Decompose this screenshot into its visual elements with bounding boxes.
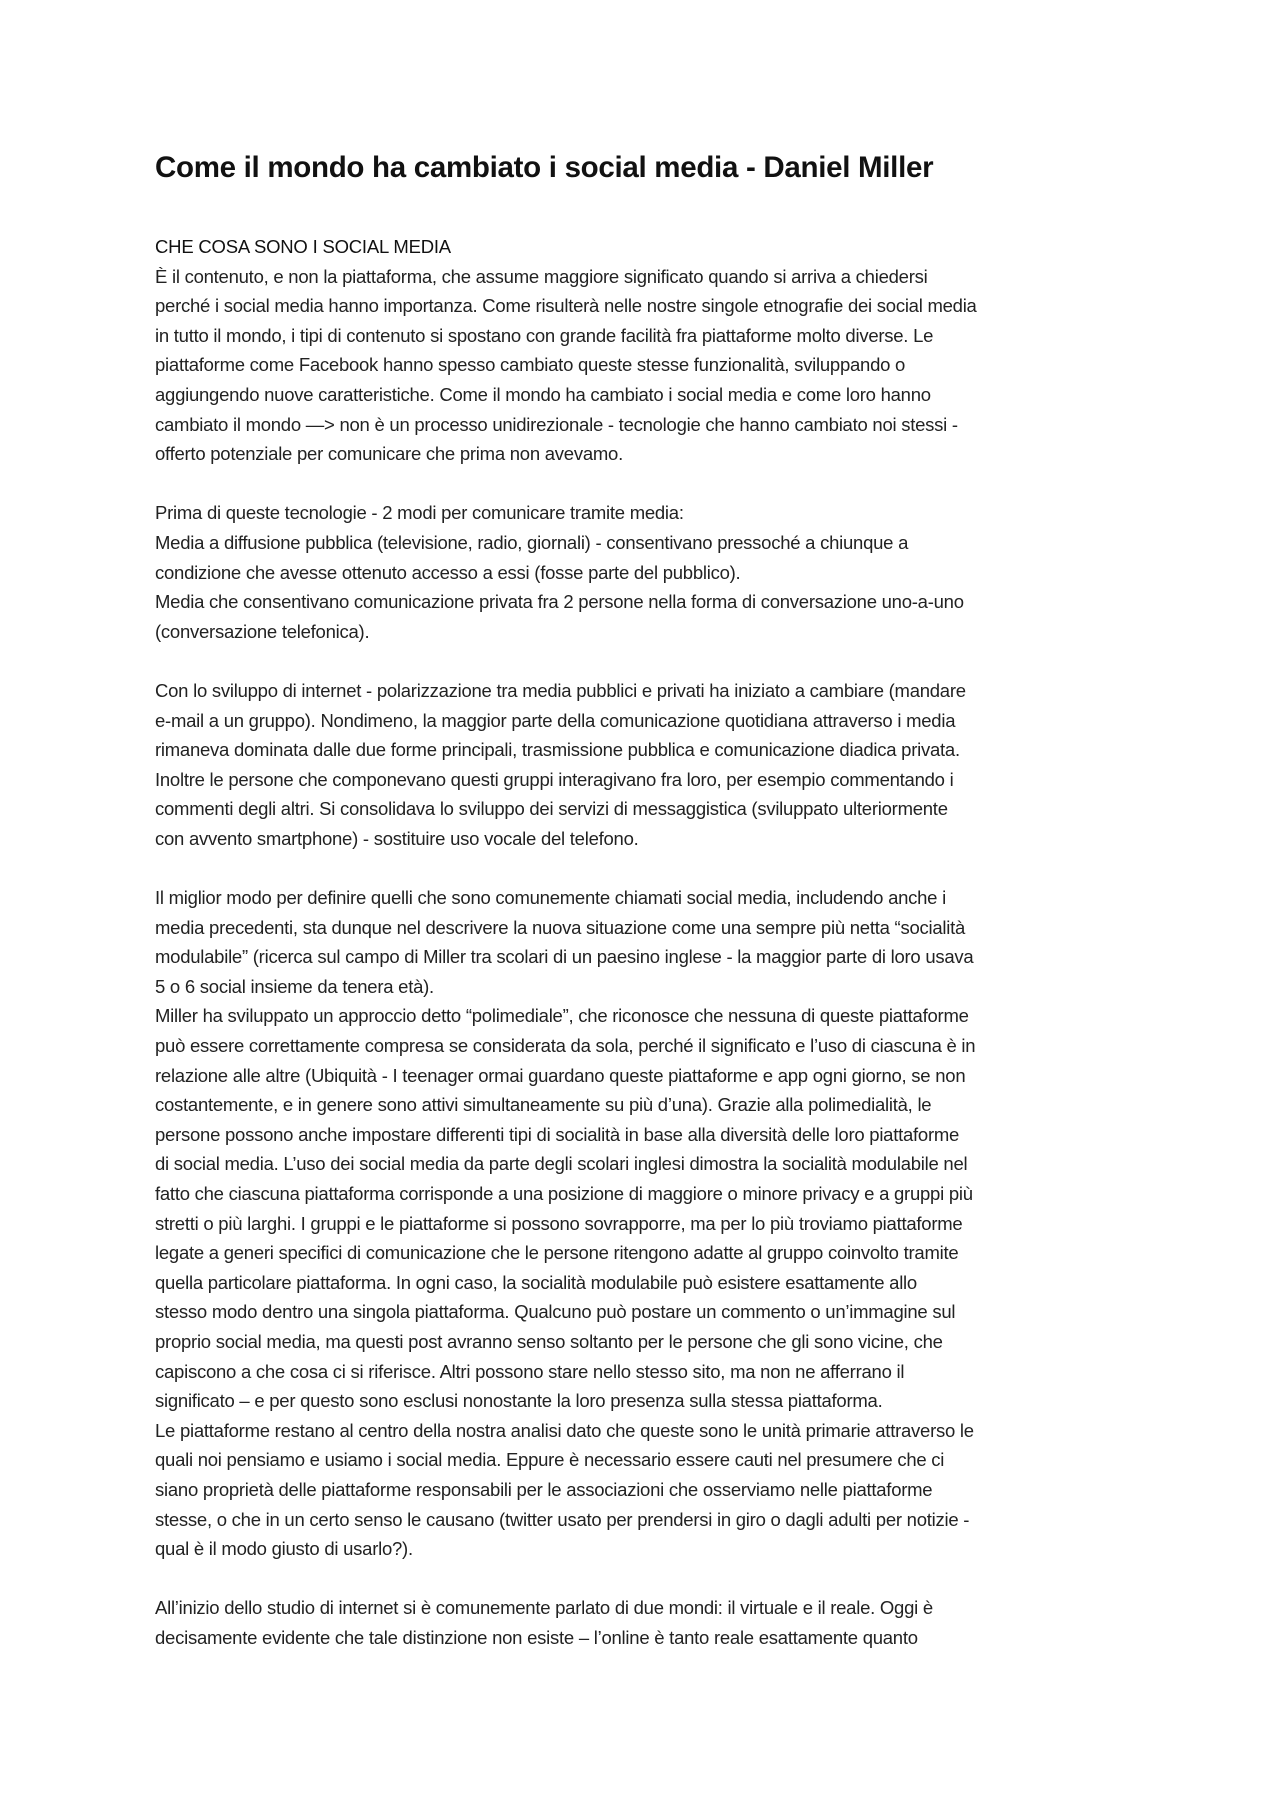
paragraph-line: piattaforme come Facebook hanno spesso cambiato queste stesse funzionalità, sviluppando o [155,354,906,376]
paragraph-line: perché i social media hanno importanza. Come risulterà nelle nostre singole etnografie dei social media [155,295,977,317]
paragraph-line: qual è il modo giusto di usarlo?). [155,1538,413,1560]
paragraph [155,498,1135,646]
paragraph [155,1593,1135,1652]
paragraph-line: costantemente, e in genere sono attivi simultaneamente su più d’una). Grazie alla polimedialità, le [155,1094,932,1116]
paragraph-line: È il contenuto, e non la piattaforma, che assume maggiore significato quando si arriva a chiedersi [155,265,928,287]
paragraph-line: Con lo sviluppo di internet - polarizzazione tra media pubblici e privati ha iniziato a cambiare (mandare [155,679,966,701]
paragraph-line: stesso modo dentro una singola piattaforma. Qualcuno può postare un commento o un’immagine sul [155,1301,956,1323]
paragraph-line: condizione che avesse ottenuto accesso a essi (fosse parte del pubblico). [155,561,741,583]
paragraph-line: Il miglior modo per definire quelli che sono comunemente chiamati social media, includendo anche i [155,887,946,909]
paragraph-line: media precedenti, sta dunque nel descrivere la nuova situazione come una sempre più netta “socialità [155,916,966,938]
paragraph-line: Inoltre le persone che componevano questi gruppi interagivano fra loro, per esempio commentando i [155,768,954,790]
paragraph-line: quali noi pensiamo e usiamo i social media. Eppure è necessario essere cauti nel presumere che ci [155,1449,945,1471]
paragraph-line: rimaneva dominata dalle due forme principali, trasmissione pubblica e comunicazione diadica privata. [155,739,960,761]
paragraph-line: di social media. L’uso dei social media da parte degli scolari inglesi dimostra la socialità modulabile nel [155,1153,968,1175]
document-body [155,262,1135,1653]
paragraph-line: stesse, o che in un certo senso le causano (twitter usato per prendersi in giro o dagli adulti per notizie - [155,1508,970,1530]
paragraph-line: All’inizio dello studio di internet si è comunemente parlato di due mondi: il virtuale e il reale. Oggi è [155,1597,933,1619]
paragraph-line: 5 o 6 social insieme da tenera età). [155,975,434,997]
paragraph-line: con avvento smartphone) - sostituire uso vocale del telefono. [155,827,639,849]
document-title: Come il mondo ha cambiato i social media - Daniel Miller [155,151,934,184]
paragraph-line: Le piattaforme restano al centro della nostra analisi dato che queste sono le unità primarie attraverso le [155,1419,974,1441]
paragraph-line: può essere correttamente compresa se considerata da sola, perché il significato e l’uso di ciascuna è in [155,1035,976,1057]
section-heading: CHE COSA SONO I SOCIAL MEDIA [155,236,451,257]
paragraph-line: modulabile” (ricerca sul campo di Miller tra scolari di un paesino inglese - la maggior parte di loro usava [155,946,974,968]
paragraph-line: commenti degli altri. Si consolidava lo sviluppo dei servizi di messaggistica (sviluppato ulteriormente [155,798,948,820]
paragraph-line: legate a generi specifici di comunicazione che le persone ritengono adatte al gruppo coinvolto tramite [155,1242,959,1264]
paragraph-line: Media che consentivano comunicazione privata fra 2 persone nella forma di conversazione uno-a-uno [155,591,964,613]
paragraph-line: e-mail a un gruppo). Nondimeno, la maggior parte della comunicazione quotidiana attraverso i media [155,709,956,731]
paragraph [155,883,1135,1564]
paragraph-line: stretti o più larghi. I gruppi e le piattaforme si possono sovrapporre, ma per lo più troviamo piattaforme [155,1212,963,1234]
paragraph-line: relazione alle altre (Ubiquità - I teenager ormai guardano queste piattaforme e app ogni giorno, se non [155,1064,966,1086]
paragraph-line: aggiungendo nuove caratteristiche. Come il mondo ha cambiato i social media e come loro hanno [155,383,931,405]
paragraph-line: significato – e per questo sono esclusi nonostante la loro presenza sulla stessa piattaforma. [155,1390,883,1412]
paragraph-line: capiscono a che cosa ci si riferisce. Altri possono stare nello stesso sito, ma non ne afferrano il [155,1360,905,1382]
paragraph-line: quella particolare piattaforma. In ogni caso, la socialità modulabile può esistere esattamente allo [155,1271,917,1293]
paragraph-line: (conversazione telefonica). [155,620,370,642]
paragraph-line: Prima di queste tecnologie - 2 modi per comunicare tramite media: [155,502,684,524]
paragraph-spacer [155,469,1135,499]
paragraph-line: fatto che ciascuna piattaforma corrisponde a una posizione di maggiore o minore privacy e a gruppi più [155,1183,973,1204]
document-page [155,150,1135,1653]
paragraph-line: decisamente evidente che tale distinzione non esiste – l’online è tanto reale esattamente quanto [155,1626,918,1648]
paragraph-line: Miller ha sviluppato un approccio detto “polimediale”, che riconosce che nessuna di queste piattaforme [155,1005,969,1027]
paragraph [155,676,1135,854]
paragraph-spacer [155,646,1135,676]
paragraph-line: in tutto il mondo, i tipi di contenuto si spostano con grande facilità fra piattaforme molto diverse. Le [155,324,934,346]
paragraph-line: Media a diffusione pubblica (televisione, radio, giornali) - consentivano pressoché a chiunque a [155,531,909,553]
paragraph-line: cambiato il mondo —> non è un processo unidirezionale - tecnologie che hanno cambiato noi stessi - [155,413,958,435]
paragraph-line: offerto potenziale per comunicare che prima non avevamo. [155,443,623,465]
paragraph-line: siano proprietà delle piattaforme responsabili per le associazioni che osserviamo nelle piattaforme [155,1478,933,1500]
paragraph-spacer [155,1564,1135,1594]
paragraph-spacer [155,853,1135,883]
paragraph [155,262,1135,469]
paragraph-line: proprio social media, ma questi post avranno senso soltanto per le persone che gli sono vicine, che [155,1330,943,1352]
paragraph-line: persone possono anche impostare differenti tipi di socialità in base alla diversità delle loro piattaforme [155,1123,960,1145]
